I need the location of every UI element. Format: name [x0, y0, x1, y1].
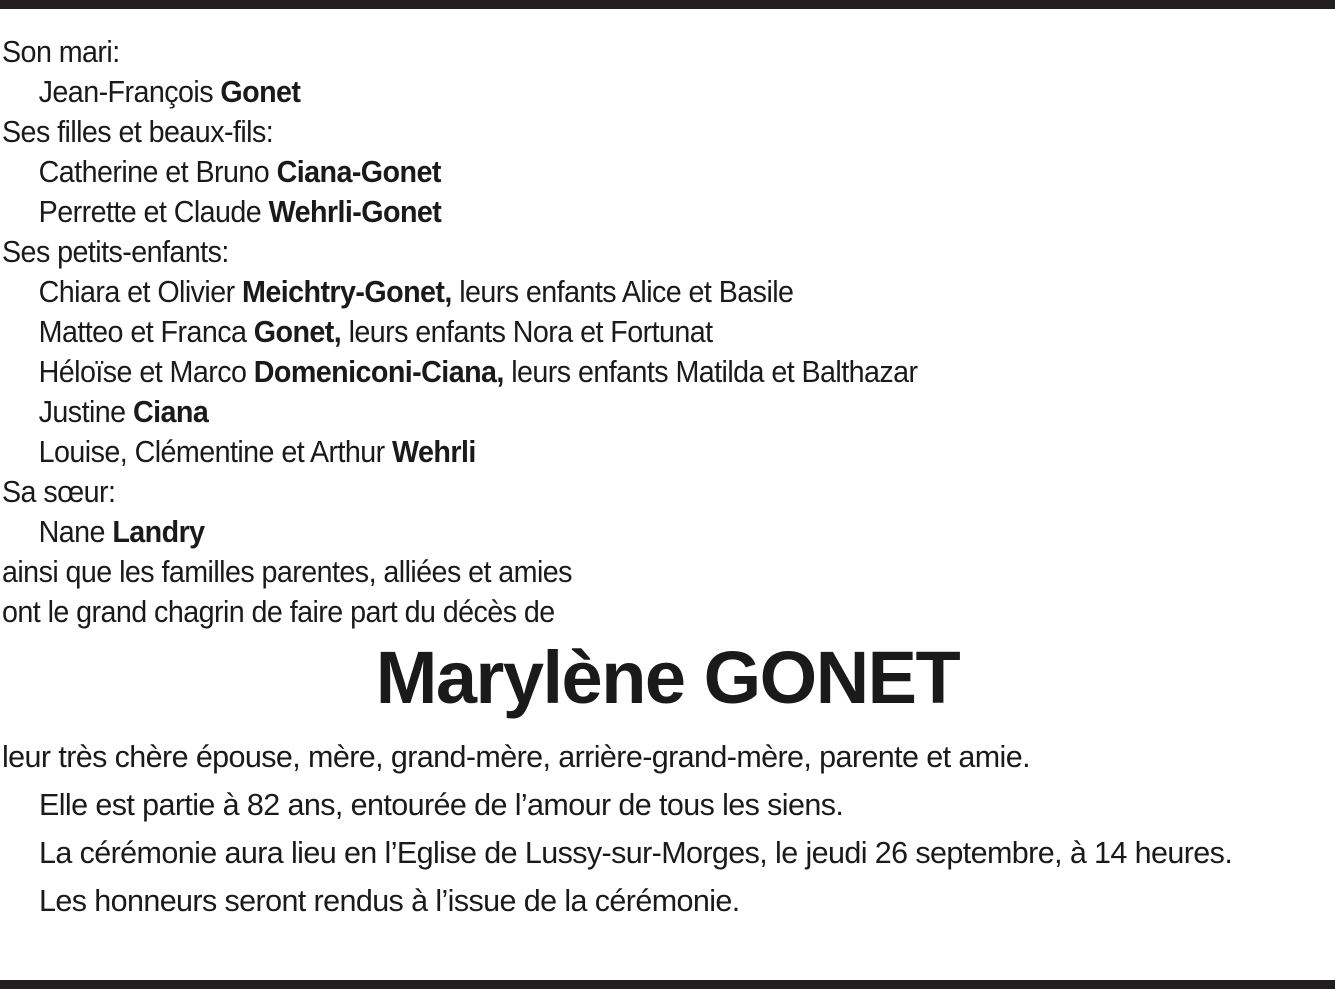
grandchild-descendants: leurs enfants Alice et Basile — [459, 275, 794, 309]
grandchild-given-names: Justine — [38, 395, 126, 429]
sister-given-name: Nane — [38, 515, 105, 549]
announcement-line: ont le grand chagrin de faire part du décès de — [2, 595, 555, 629]
age-line: Elle est partie à 82 ans, entourée de l’amour de tous les siens. — [39, 788, 844, 822]
husband-surname: Gonet — [220, 75, 301, 109]
daughter-entry-1 — [2, 152, 1224, 192]
deceased-name: Marylène GONET — [375, 636, 960, 719]
closing-text — [2, 737, 1335, 929]
bottom-border-rule — [0, 980, 1335, 989]
daughters-label: Ses filles et beaux-fils: — [2, 115, 274, 149]
grandchild-entry-2 — [2, 312, 1224, 352]
husband-label: Son mari: — [2, 35, 120, 69]
daughter-given-names: Perrette et Claude — [38, 195, 262, 229]
family-list — [2, 32, 1224, 632]
grandchild-surname: Domeniconi-Ciana, — [253, 355, 504, 389]
grandchildren-label: Ses petits-enfants: — [2, 235, 229, 269]
honours-line: Les honneurs seront rendus à l’issue de la cérémonie. — [39, 884, 740, 918]
grandchild-descendants: leurs enfants Nora et Fortunat — [348, 315, 713, 349]
grandchild-surname: Meichtry-Gonet, — [242, 275, 452, 309]
sister-label: Sa sœur: — [2, 475, 116, 509]
husband-given-name: Jean-François — [38, 75, 213, 109]
grandchild-given-names: Louise, Clémentine et Arthur — [38, 435, 385, 469]
daughter-given-names: Catherine et Bruno — [38, 155, 270, 189]
sister-surname: Landry — [112, 515, 205, 549]
ceremony-line: La cérémonie aura lieu en l’Eglise de Lussy-sur-Morges, le jeudi 26 septembre, à 14 heures. — [39, 836, 1233, 870]
grandchild-entry-4 — [2, 392, 1224, 432]
grandchild-entry-3 — [2, 352, 1224, 392]
daughter-surname: Wehrli-Gonet — [268, 195, 442, 229]
families-line: ainsi que les familles parentes, alliées et amies — [2, 555, 572, 589]
grandchild-given-names: Héloïse et Marco — [38, 355, 247, 389]
grandchild-entry-5 — [2, 432, 1224, 472]
grandchild-given-names: Chiara et Olivier — [38, 275, 235, 309]
grandchild-surname: Wehrli — [392, 435, 476, 469]
sister-entry — [2, 512, 1224, 552]
grandchild-surname: Gonet, — [253, 315, 342, 349]
grandchild-given-names: Matteo et Franca — [38, 315, 247, 349]
grandchild-entry-1 — [2, 272, 1224, 312]
husband-entry — [2, 72, 1224, 112]
daughter-entry-2 — [2, 192, 1224, 232]
relation-line: leur très chère épouse, mère, grand-mère, arrière-grand-mère, parente et amie. — [2, 740, 1030, 774]
grandchild-descendants: leurs enfants Matilda et Balthazar — [511, 355, 918, 389]
top-border-rule — [0, 0, 1335, 9]
grandchild-surname: Ciana — [132, 395, 209, 429]
daughter-surname: Ciana-Gonet — [276, 155, 441, 189]
